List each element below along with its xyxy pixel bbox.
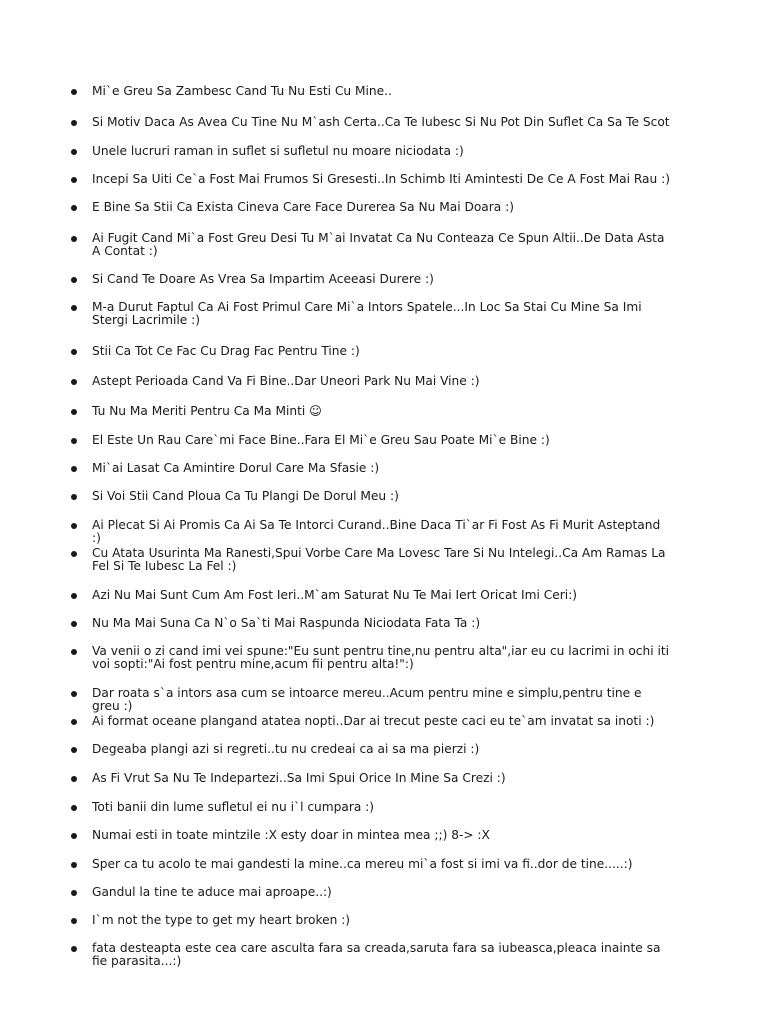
list-item [92, 743, 672, 756]
list-item-text: M-a Durut Faptul Ca Ai Fost Primul Care Mi`a Intors Spatele...In Loc Sa Stai Cu Mine Sa Imi Stergi Lacrimile :) [92, 300, 642, 327]
list-item-text: I`m not the type to get my heart broken :) [92, 913, 351, 927]
list-item-text: Si Motiv Daca As Avea Cu Tine Nu M`ash Certa..Ca Te Iubesc Si Nu Pot Din Suflet Ca Sa Te Scot [92, 115, 670, 129]
list-item-text: Si Voi Stii Cand Ploua Ca Tu Plangi De Dorul Meu :) [92, 489, 399, 503]
bullet-icon [71, 236, 77, 242]
bullet-icon [71, 379, 77, 385]
list-item-text: Mi`e Greu Sa Zambesc Cand Tu Nu Esti Cu Mine.. [92, 84, 392, 98]
list-item-text: Va venii o zi cand imi vei spune:"Eu sunt pentru tine,nu pentru alta",iar eu cu lacrimi in ochi iti voi sopti:"Ai fost pentru mine,acum fii pentru alta!":) [92, 644, 670, 671]
list-item-text: Cu Atata Usurinta Ma Ranesti,Spui Vorbe Care Ma Lovesc Tare Si Nu Intelegi..Ca Am Ramas La Fel Si Te Iubesc La Fel :) [92, 546, 666, 573]
list-item-text: Astept Perioada Cand Va Fi Bine..Dar Uneori Park Nu Mai Vine :) [92, 374, 480, 388]
bullet-icon [71, 205, 77, 211]
bullet-icon [71, 621, 77, 627]
bullet-icon [71, 523, 77, 529]
list-item-text: Ai Plecat Si Ai Promis Ca Ai Sa Te Intorci Curand..Bine Daca Ti`ar Fi Fost As Fi Murit Asteptand :) [92, 518, 661, 545]
bullet-icon [71, 551, 77, 557]
list-item [92, 942, 672, 968]
bullet-icon [71, 438, 77, 444]
bullet-icon [71, 805, 77, 811]
list-item-text: Stii Ca Tot Ce Fac Cu Drag Fac Pentru Tine :) [92, 344, 360, 358]
list-item [92, 85, 672, 98]
list-item [92, 772, 672, 785]
list-item-text: Gandul la tine te aduce mai aproape..:) [92, 885, 332, 899]
bullet-icon [71, 918, 77, 924]
list-item [92, 687, 672, 713]
list-item [92, 405, 672, 418]
list-item-text: Azi Nu Mai Sunt Cum Am Fost Ieri..M`am Saturat Nu Te Mai Iert Oricat Imi Ceri:) [92, 588, 578, 602]
list-item-text: Ai Fugit Cand Mi`a Fost Greu Desi Tu M`ai Invatat Ca Nu Conteaza Ce Spun Altii..De Data Asta A Contat :) [92, 231, 665, 258]
bullet-icon [71, 494, 77, 500]
list-item [92, 116, 672, 129]
list-item [92, 490, 672, 503]
list-item [92, 519, 672, 545]
bullet-icon [71, 691, 77, 697]
bullet-icon [71, 946, 77, 952]
list-item [92, 801, 672, 814]
bullet-icon [71, 719, 77, 725]
list-item [92, 715, 672, 728]
bullet-icon [71, 862, 77, 868]
list-item-text: Unele lucruri raman in suflet si sufletul nu moare niciodata :) [92, 144, 464, 158]
list-item [92, 301, 672, 327]
list-item-text: Incepi Sa Uiti Ce`a Fost Mai Frumos Si Gresesti..In Schimb Iti Amintesti De Ce A Fost Mai Rau :) [92, 172, 670, 186]
bullet-icon [71, 890, 77, 896]
list-item [92, 232, 672, 258]
list-item [92, 201, 672, 214]
list-item-text: E Bine Sa Stii Ca Exista Cineva Care Face Durerea Sa Nu Mai Doara :) [92, 200, 514, 214]
bullet-icon [71, 305, 77, 311]
list-item-text: Si Cand Te Doare As Vrea Sa Impartim Aceeasi Durere :) [92, 272, 434, 286]
bullet-icon [71, 649, 77, 655]
list-item-text: Dar roata s`a intors asa cum se intoarce mereu..Acum pentru mine e simplu,pentru tine e greu :) [92, 686, 642, 713]
list-item-text: Numai esti in toate mintzile :X esty doar in mintea mea ;;) 8-> :X [92, 828, 490, 842]
bullet-icon [71, 593, 77, 599]
list-item [92, 886, 672, 899]
list-item [92, 589, 672, 602]
list-item [92, 617, 672, 630]
list-item-text: Toti banii din lume sufletul ei nu i`l cumpara :) [92, 800, 375, 814]
list-item-text: Nu Ma Mai Suna Ca N`o Sa`ti Mai Raspunda Niciodata Fata Ta :) [92, 616, 481, 630]
list-item-text: Sper ca tu acolo te mai gandesti la mine..ca mereu mi`a fost si imi va fi..dor de tine.....:) [92, 857, 633, 871]
list-item [92, 145, 672, 158]
bullet-icon [71, 89, 77, 95]
bullet-icon [71, 277, 77, 283]
list-item-text: Ai format oceane plangand atatea nopti..Dar ai trecut peste caci eu te`am invatat sa inoti :) [92, 714, 655, 728]
list-item-text: Degeaba plangi azi si regreti..tu nu credeai ca ai sa ma pierzi :) [92, 742, 480, 756]
bullet-icon [71, 120, 77, 126]
list-item [92, 829, 672, 842]
list-item [92, 345, 672, 358]
list-item-text: Tu Nu Ma Meriti Pentru Ca Ma Minti ☺ [92, 404, 322, 418]
bullet-icon [71, 833, 77, 839]
bullet-icon [71, 409, 77, 415]
list-item [92, 858, 672, 871]
list-item-text: El Este Un Rau Care`mi Face Bine..Fara El Mi`e Greu Sau Poate Mi`e Bine :) [92, 433, 550, 447]
list-item-text: Mi`ai Lasat Ca Amintire Dorul Care Ma Sfasie :) [92, 461, 380, 475]
list-item [92, 462, 672, 475]
list-item-text: fata desteapta este cea care asculta fara sa creada,saruta fara sa iubeasca,pleaca inainte sa fie parasita...:) [92, 941, 661, 968]
bullet-icon [71, 747, 77, 753]
bullet-icon [71, 776, 77, 782]
list-item [92, 434, 672, 447]
bullet-icon [71, 149, 77, 155]
list-item [92, 914, 672, 927]
bullet-icon [71, 349, 77, 355]
list-item [92, 375, 672, 388]
bullet-icon [71, 177, 77, 183]
list-item [92, 173, 672, 186]
list-item [92, 273, 672, 286]
bullet-icon [71, 466, 77, 472]
list-item-text: As Fi Vrut Sa Nu Te Indepartezi..Sa Imi Spui Orice In Mine Sa Crezi :) [92, 771, 506, 785]
list-item [92, 645, 672, 671]
list-item [92, 547, 672, 573]
